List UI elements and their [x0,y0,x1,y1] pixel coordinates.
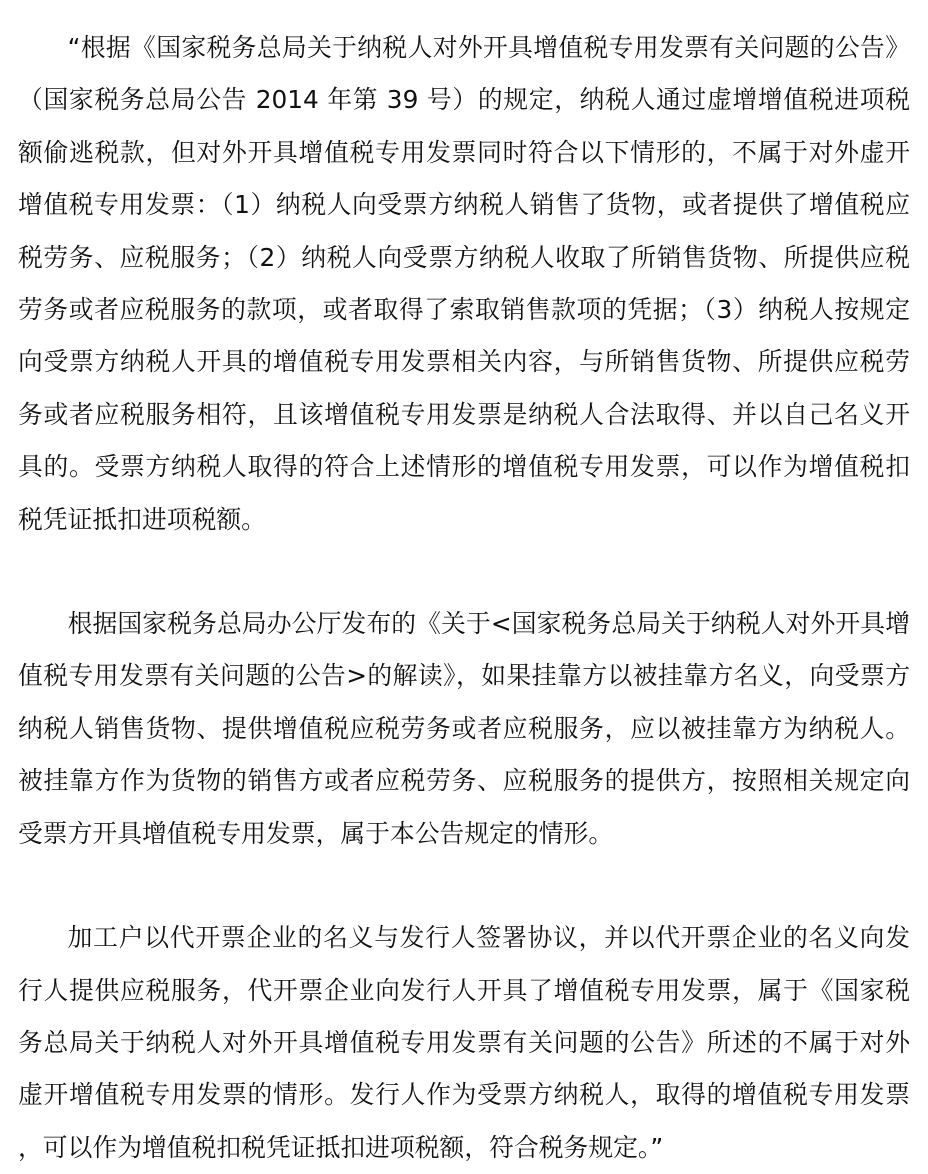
paragraph-processor-conclusion: 加工户以代开票企业的名义与发行人签署协议，并以代开票企业的名义向发行人提供应税服务，代开票企业向发行人开具了增值税专用发票，属于《国家税务总局关于纳税人对外开具增值税专用发票有关问题的公告》所述的不属于对外虚开增值税专用发票的情形。发行人作为受票方纳税人，取得的增值税专用发票，可以作为增值税扣税凭证抵扣进项税额，符合税务规定。” [18,923,910,1162]
paragraph-affiliation-interpretation: 根据国家税务总局办公厅发布的《关于<国家税务总局关于纳税人对外开具增值税专用发票有关问题的公告>的解读》，如果挂靠方以被挂靠方名义，向受票方纳税人销售货物、提供增值税应税劳务或者应税服务，应以被挂靠方为纳税人。被挂靠方作为货物的销售方或者应税劳务、应税服务的提供方，按照相关规定向受票方开具增值税专用发票，属于本公告规定的情形。 [18,609,910,848]
document-body [18,22,910,1174]
paragraph-invoice-rules: “根据《国家税务总局关于纳税人对外开具增值税专用发票有关问题的公告》（国家税务总局公告 2014 年第 39 号）的规定，纳税人通过虚增增值税进项税额偷逃税款，但对外开具增值税专用发票同时符合以下情形的，不属于对外虚开增值税专用发票：（1）纳税人向受票方纳税人销售了货物，或者提供了增值税应税劳务、应税服务；（2）纳税人向受票方纳税人收取了所销售货物、所提供应税劳务或者应税服务的款项，或者取得了索取销售款项的凭据；（3）纳税人按规定向受票方纳税人开具的增值税专用发票相关内容，与所销售货物、所提供应税劳务或者应税服务相符，且该增值税专用发票是纳税人合法取得、并以自己名义开具的。受票方纳税人取得的符合上述情形的增值税专用发票，可以作为增值税扣税凭证抵扣进项税额。 [18,33,910,534]
